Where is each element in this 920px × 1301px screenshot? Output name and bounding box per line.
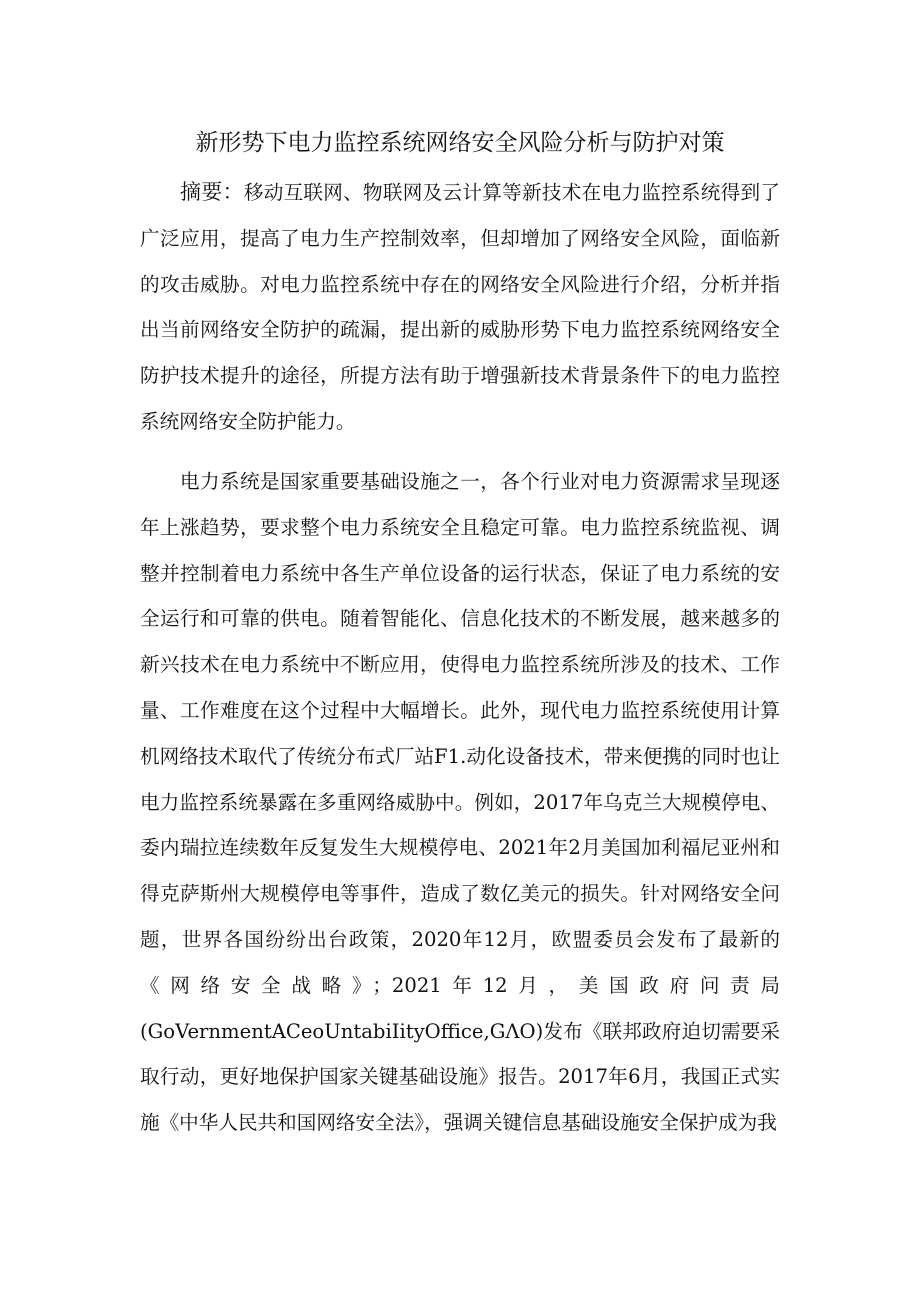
- abstract-text: 移动互联网、物联网及云计算等新技术在电力监控系统得到了广泛应用，提高了电力生产控制效率，但却增加了网络安全风险，面临新的攻击威胁。对电力监控系统中存在的网络安全风险进行介绍，分析并指出当前网络安全防护的疏漏，提出新的威胁形势下电力监控系统网络安全防护技术提升的途径，所提方法有助于增强新技术背景条件下的电力监控系统网络安全防护能力。: [140, 181, 781, 433]
- abstract-paragraph: [140, 170, 780, 445]
- abstract-label: 摘要：: [180, 180, 244, 204]
- document-title: 新形势下电力监控系统网络安全风险分析与防护对策: [195, 130, 725, 156]
- body-paragraph: 电力系统是国家重要基础设施之一，各个行业对电力资源需求呈现逐年上涨趋势，要求整个电力系统安全且稳定可靠。电力监控系统监视、调整并控制着电力系统中各生产单位设备的运行状态，保证了电力系统的安全运行和可靠的供电。随着智能化、信息化技术的不断发展，越来越多的新兴技术在电力系统中不断应用，使得电力监控系统所涉及的技术、工作量、工作难度在这个过程中大幅增长。此外，现代电力监控系统使用计算机网络技术取代了传统分布式厂站F1.动化设备技术，带来便携的同时也让电力监控系统暴露在多重网络威胁中。例如，2017年乌克兰大规模停电、委内瑞拉连续数年反复发生大规模停电、2021年2月美国加利福尼亚州和得克萨斯州大规模停电等事件，造成了数亿美元的损失。针对网络安全问题，世界各国纷纷出台政策，2020年12月，欧盟委员会发布了最新的《网络安全战略》；2021年12月，美国政府问责局(GoVernmentACeoUntabiIityOffice,GΛO)发布《联邦政府迫切需要采取行动，更好地保护国家关键基础设施》报告。2017年6月，我国正式实施《中华人民共和国网络安全法》，强调关键信息基础设施安全保护成为我: [140, 470, 780, 1135]
